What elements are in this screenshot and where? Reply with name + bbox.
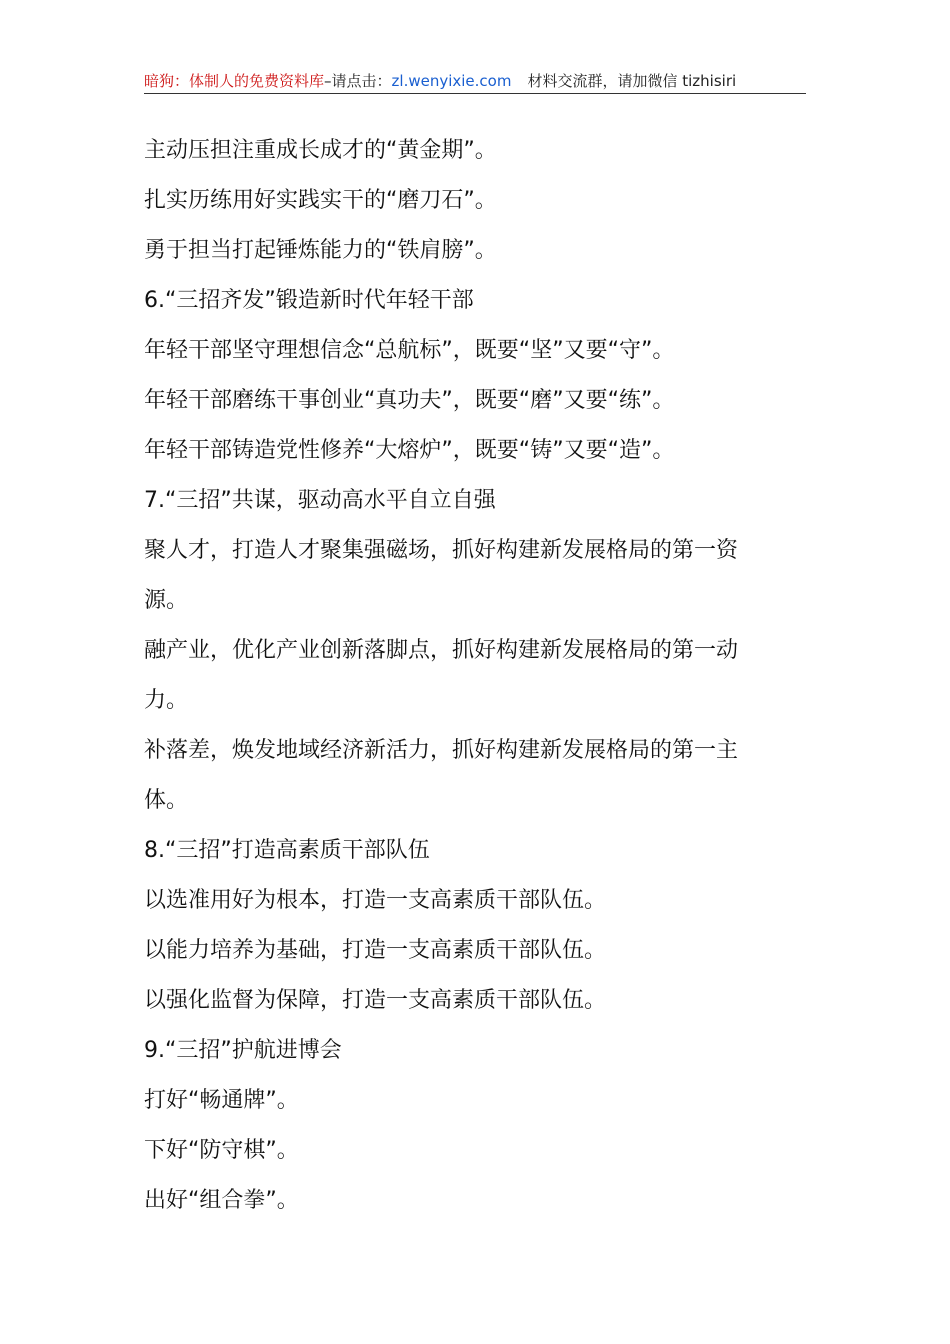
header-wechat: 材料交流群，请加微信 tizhisiri (527, 72, 737, 90)
header-separator: –请点击： (324, 72, 392, 90)
section-heading: 8.“三招”打造高素质干部队伍 (144, 838, 430, 863)
section-heading: 6.“三招齐发”锻造新时代年轻干部 (144, 288, 474, 313)
text-line: 打好“畅通牌”。 (144, 1088, 299, 1113)
text-line: 出好“组合拳”。 (144, 1188, 299, 1213)
text-line: 融产业，优化产业创新落脚点，抓好构建新发展格局的第一动 (144, 638, 739, 663)
document-body (144, 126, 806, 1226)
text-line: 主动压担注重成长成才的“黄金期”。 (144, 138, 497, 163)
text-line: 体。 (144, 788, 189, 813)
text-line: 源。 (144, 588, 189, 613)
text-line: 聚人才，打造人才聚集强磁场，抓好构建新发展格局的第一资 (144, 538, 739, 563)
text-line: 补落差，焕发地域经济新活力，抓好构建新发展格局的第一主 (144, 738, 739, 763)
section-heading: 7.“三招”共谋，驱动高水平自立自强 (144, 488, 496, 513)
text-line: 力。 (144, 688, 189, 713)
text-line: 年轻干部磨练干事创业“真功夫”，既要“磨”又要“练”。 (144, 388, 675, 413)
text-line: 年轻干部坚守理想信念“总航标”，既要“坚”又要“守”。 (144, 338, 675, 363)
text-line: 年轻干部铸造党性修养“大熔炉”，既要“铸”又要“造”。 (144, 438, 675, 463)
text-line: 以强化监督为保障，打造一支高素质干部队伍。 (144, 988, 607, 1013)
section-heading: 9.“三招”护航进博会 (144, 1038, 342, 1063)
text-line: 扎实历练用好实践实干的“磨刀石”。 (144, 188, 497, 213)
header-brand: 暗狗：体制人的免费资料库 (144, 72, 325, 90)
page-header (144, 70, 806, 94)
text-line: 下好“防守棋”。 (144, 1138, 299, 1163)
text-line: 勇于担当打起锤炼能力的“铁肩膀”。 (144, 238, 497, 263)
text-line: 以能力培养为基础，打造一支高素质干部队伍。 (144, 938, 607, 963)
header-divider (144, 93, 806, 94)
header-link[interactable]: zl.wenyixie.com (391, 72, 512, 90)
text-line: 以选准用好为根本，打造一支高素质干部队伍。 (144, 888, 607, 913)
